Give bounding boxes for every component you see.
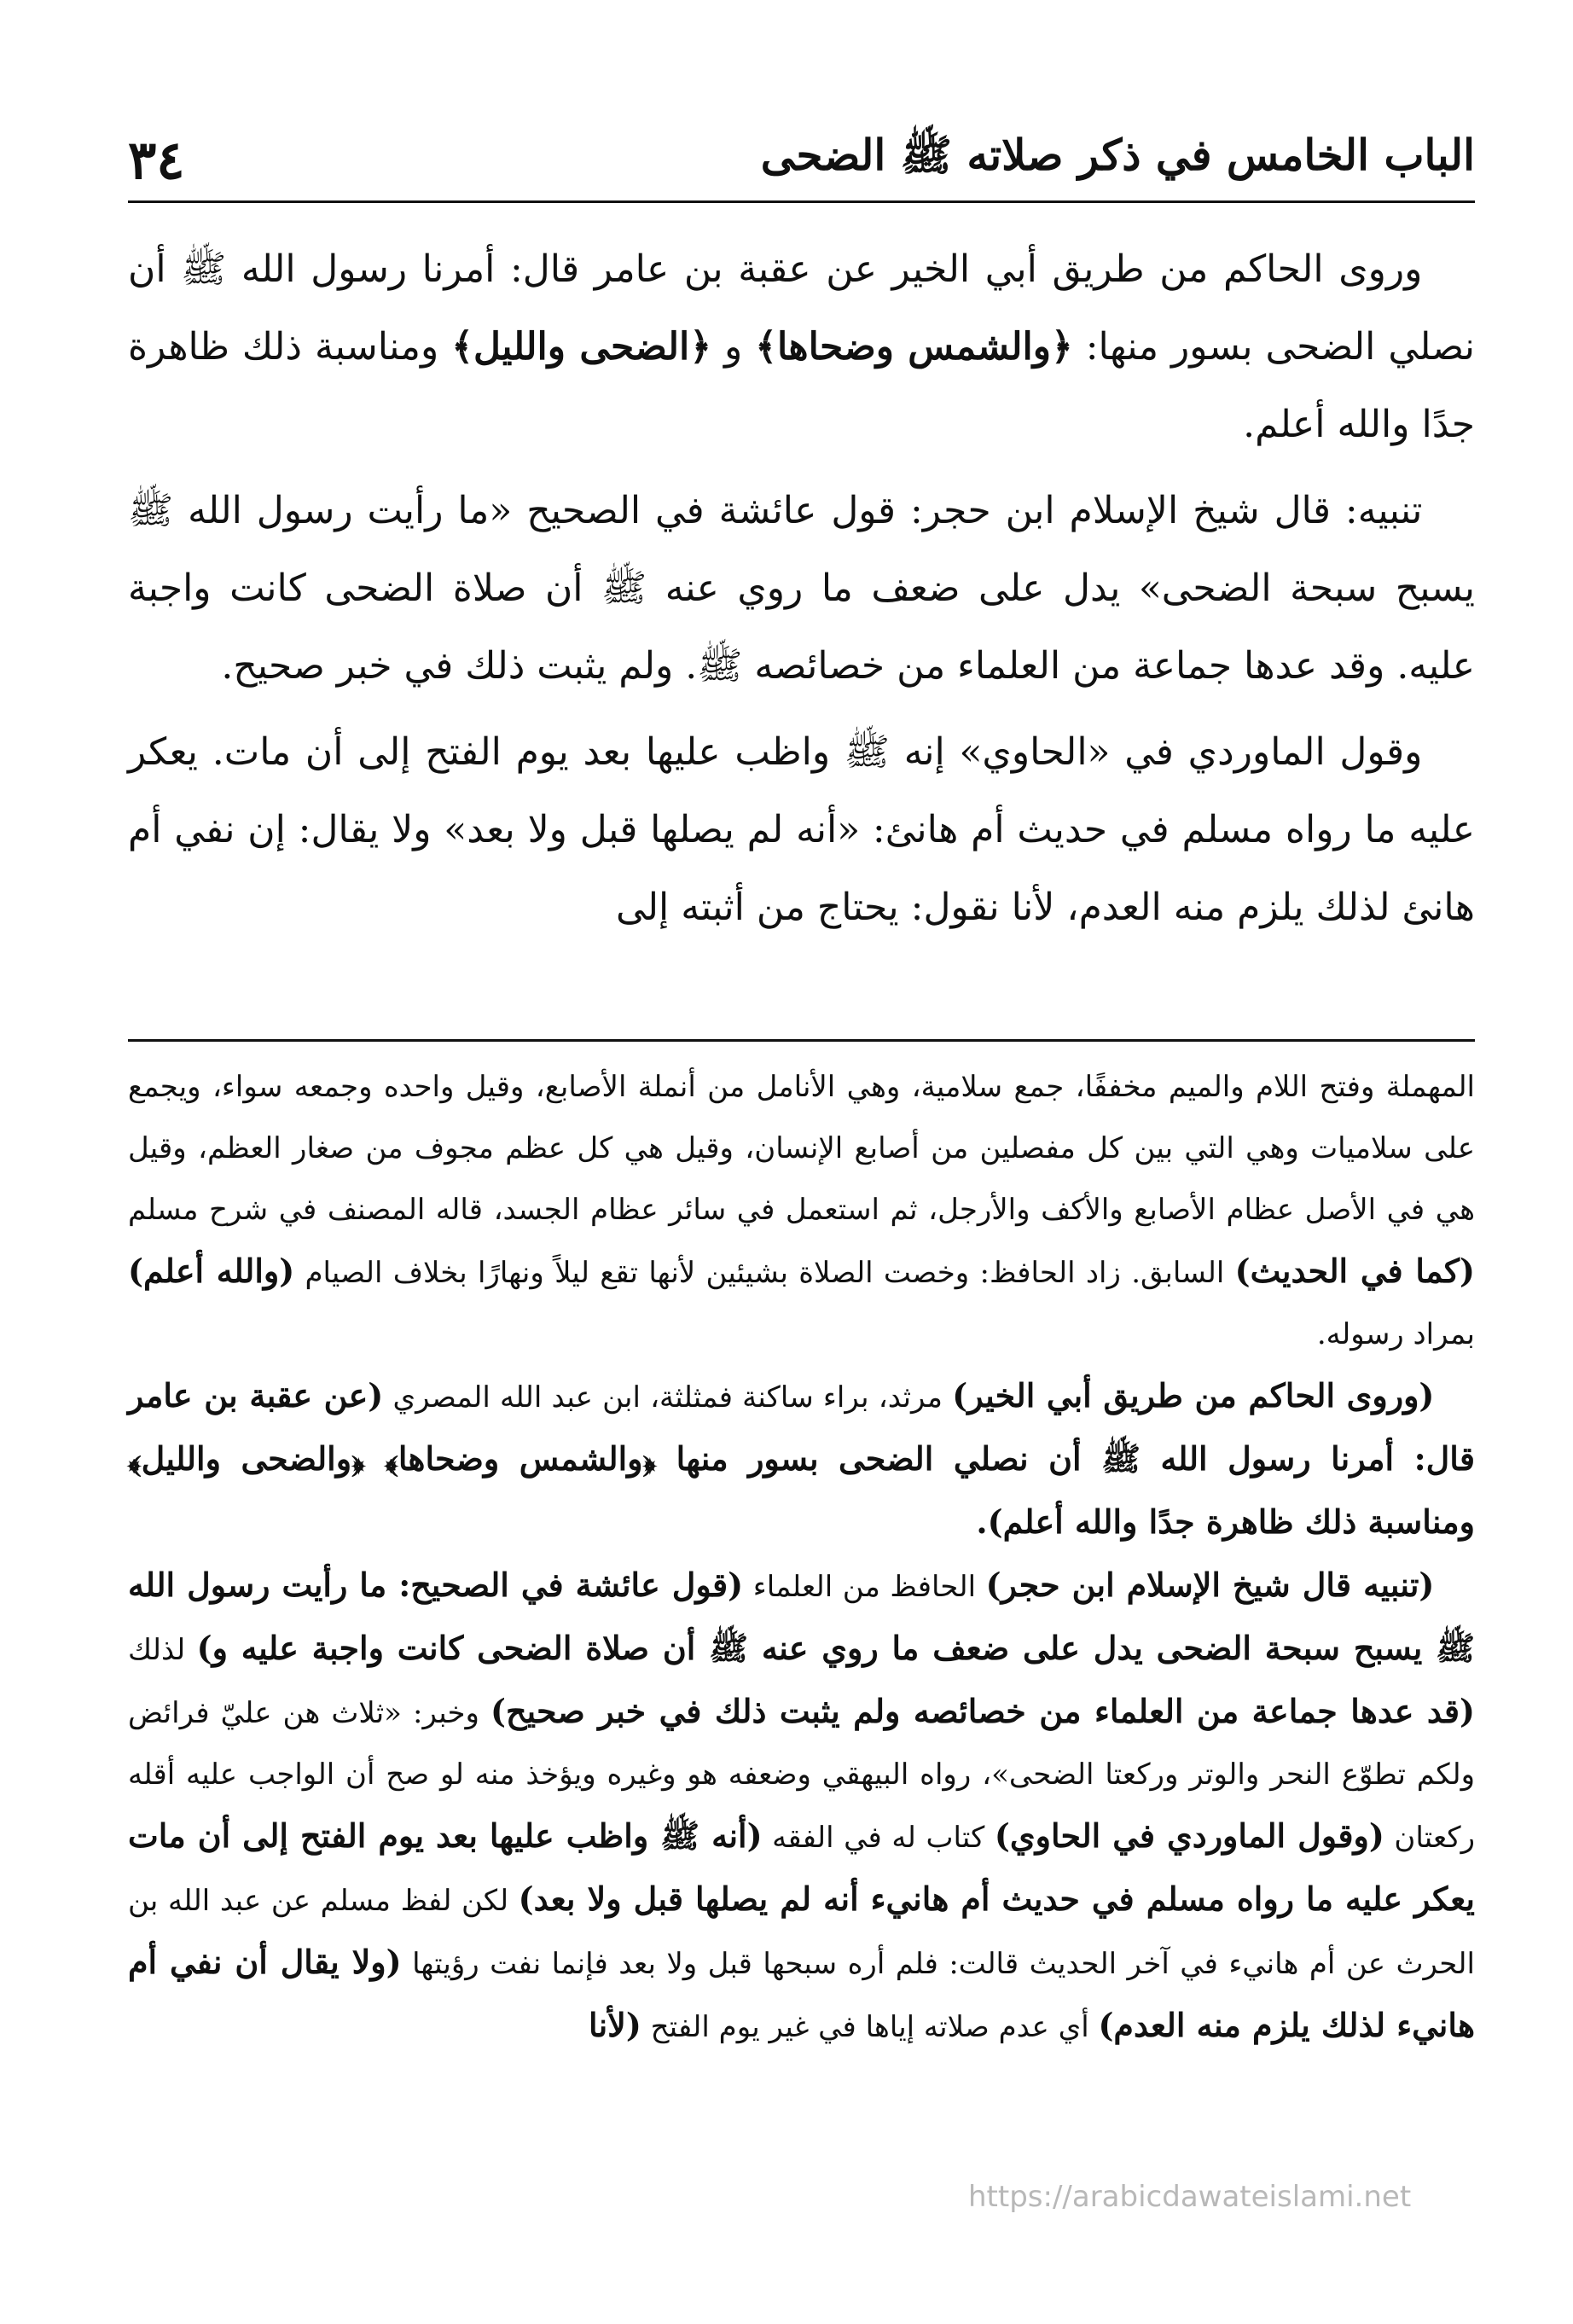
note2-text-1: مرثد، براء ساكنة فمثلثة، ابن عبد الله المصري [383, 1380, 953, 1415]
note3-text-4: كتاب له في الفقه [762, 1821, 995, 1855]
note1-bold-1: (كما في الحديث) [1234, 1252, 1475, 1290]
note2-bold-2: (عن عقبة بن عامر قال: أمرنا رسول الله ﷺ أن نصلي الضحى بسور منها ﴿والشمس وضحاها﴾ ﴿والضحى والليل﴾ ومناسبة ذلك ظاهرة جدًا والله أعلم). [128, 1376, 1475, 1541]
note2-bold-1: (وروى الحاكم من طريق أبي الخير) [952, 1376, 1435, 1415]
main-paragraph-1 [128, 230, 1475, 463]
note3-text-5: لكن لفظ مسلم عن عبد الله بن الحرث عن أم هانيء في آخر الحديث قالت: فلم أره سبحها قبل ولا بعد فإنما نفت رؤيتها [128, 1884, 1475, 1981]
note-paragraph-3 [128, 1554, 1475, 2058]
note3-bold-7: (لأنا [589, 2006, 641, 2044]
main-p1-conjunction: و [711, 325, 756, 369]
note3-text-6: أي عدم صلاته إياها في غير يوم الفتح [641, 2010, 1099, 2044]
note3-bold-5: (أنه ﷺ واظب عليها بعد يوم الفتح إلى أن مات يعكر عليه ما رواه مسلم في حديث أم هانيء أنه لم يصلها قبل ولا بعد) [128, 1816, 1475, 1918]
main-p1-text-a: وروى الحاكم من طريق أبي الخير عن عقبة بن عامر قال: أمرنا رسول الله ﷺ أن نصلي الضحى بسور منها: [128, 247, 1475, 369]
note1-bold-2: (والله أعلم) [128, 1252, 295, 1290]
main-text [128, 230, 1475, 955]
quran-verse-duha: ﴿الضحى والليل﴾ [451, 325, 711, 369]
note3-bold-3: (قد عدها جماعة من العلماء من خصائصه ولم يثبت ذلك في خبر صحيح) [490, 1692, 1476, 1730]
note3-bold-2: (قول عائشة في الصحيح: ما رأيت رسول الله ﷺ يسبح سبحة الضحى يدل على ضعف ما روي عنه ﷺ أن صلاة الضحى كانت واجبة عليه و) [128, 1566, 1476, 1667]
note1-text-3: بمراد رسوله. [1316, 1317, 1475, 1351]
main-paragraph-3: وقول الماوردي في «الحاوي» إنه ﷺ واظب عليها بعد يوم الفتح إلى أن مات. يعكر عليه ما رواه مسلم في حديث أم هانئ: «أنه لم يصلها قبل ولا بعد» ولا يقال: إن نفي أم هانئ لذلك يلزم منه العدم، لأنا نقول: يحتاج من أثبته إلى [128, 730, 1475, 929]
main-paragraph-2: تنبيه: قال شيخ الإسلام ابن حجر: قول عائشة في الصحيح «ما رأيت رسول الله ﷺ يسبح سبحة الضحى» يدل على ضعف ما روي عنه ﷺ أن صلاة الضحى كانت واجبة عليه. وقد عدها جماعة من العلماء من خصائصه ﷺ. ولم يثبت ذلك في خبر صحيح. [128, 489, 1475, 688]
commentary-notes [128, 1056, 1475, 2058]
note3-text-2: لذلك [128, 1633, 197, 1667]
watermark-url: https://arabicdawateislami.net [968, 2180, 1412, 2214]
quran-verse-shams: ﴿والشمس وضحاها﴾ [755, 325, 1073, 369]
main-p1-text-b: ومناسبة ذلك ظاهرة جدًا والله أعلم. [128, 325, 1475, 446]
note1-text-1: المهملة وفتح اللام والميم مخففًا، جمع سلامية، وهي الأنامل من أنملة الأصابع، وقيل واحده وجمعه سواء، ويجمع على سلاميات وهي التي بين كل مفصلين من أصابع الإنسان، وقيل هي كل عظم مجوف من صغار العظم، وقيل هي في الأصل عظام الأصابع والأكف والأرجل، ثم استعمل في سائر عظام الجسد، قاله المصنف في شرح مسلم [128, 1070, 1475, 1227]
footnote-separator [128, 1039, 1475, 1042]
note3-text-3: وخبر: «ثلاث هن عليّ فرائض ولكم تطوّع النحر والوتر وركعتا الضحى»، رواه البيهقي وضعفه هو وغيره ويؤخذ منه لو صح أن الواجب عليه أقله ركعتان [128, 1696, 1475, 1855]
note3-bold-1: (تنبيه قال شيخ الإسلام ابن حجر) [985, 1566, 1435, 1604]
note3-text-1: الحافظ من العلماء [743, 1570, 986, 1604]
note3-bold-4: (وقول الماوردي في الحاوي) [994, 1816, 1384, 1855]
note3-bold-6: (ولا يقال أن نفي أم هانيء لذلك يلزم منه العدم) [128, 1943, 1475, 2044]
note-paragraph-2 [128, 1365, 1475, 1554]
note-paragraph-1 [128, 1056, 1475, 1365]
page-number: ٣٤ [128, 129, 185, 191]
running-header [128, 119, 1475, 203]
note1-text-2: السابق. زاد الحافظ: وخصت الصلاة بشيئين لأنها تقع ليلاً ونهارًا بخلاف الصيام [294, 1256, 1235, 1290]
chapter-title: الباب الخامس في ذكر صلاته ﷺ الضحى [760, 129, 1475, 180]
